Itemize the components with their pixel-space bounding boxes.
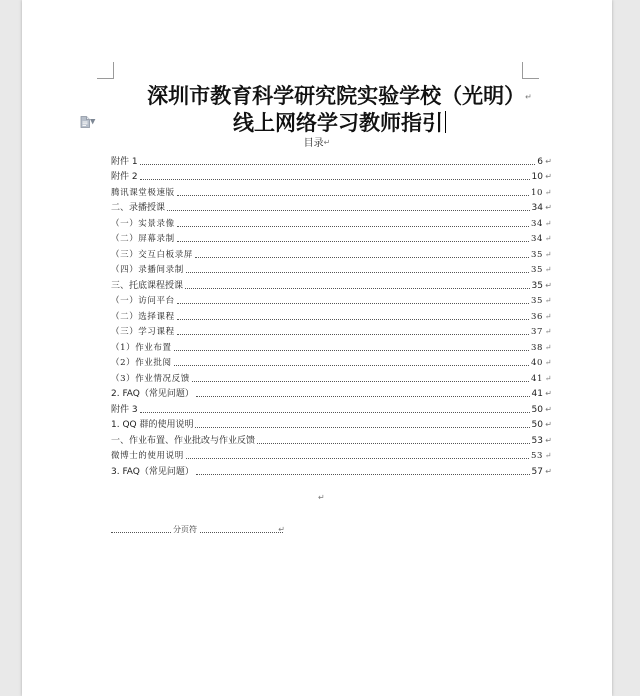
toc-entry-title: 1. QQ 群的使用说明 [111,420,194,430]
toc-entry[interactable] [111,337,552,353]
toc-entry-title: （1）作业布置 [111,342,172,353]
toc-entry[interactable] [111,461,552,477]
paragraph-mark: ↵ [544,187,552,197]
paragraph-mark: ↵ [544,249,552,259]
toc-leader-dots [185,287,530,289]
toc-entry-page: 53 [531,435,543,446]
paragraph-mark: ↵ [545,156,552,166]
toc-entry-title: 2. FAQ（常见问题） [111,389,194,399]
document-page [22,0,612,696]
toc-entry[interactable] [111,415,552,431]
toc-entry[interactable] [111,430,552,446]
paragraph-mark: ↵ [545,420,552,429]
toc-leader-dots [140,178,530,180]
document-title-line-2: 线上网络学习教师指引 [117,110,562,136]
toc-entry-page: 34 [531,203,543,213]
toc-entry-page: 53 [530,451,543,461]
toc-entry[interactable] [111,260,552,276]
paragraph-mark: ↵ [544,234,552,243]
toc-entry-title: （三）交互白板录屏 [111,249,193,260]
crop-mark-top-left [97,62,114,79]
toc-entry-title: （2）作业批阅 [111,358,172,368]
toc-leader-dots [167,209,530,211]
toc-entry-title: 附件 2 [111,172,138,182]
toc-leader-dots [186,271,529,273]
toc-entry-title: （四）录播间录制 [111,265,184,275]
toc-entry-page: 41 [531,389,543,399]
paragraph-mark: ↵ [545,404,552,414]
toc-entry[interactable] [111,322,552,338]
toc-entry-title: 3. FAQ（常见问题） [111,466,194,477]
toc-entry-title: 腾讯课堂极速版 [111,187,175,198]
crop-mark-top-right [522,62,539,79]
toc-entry-title: （三）学习课程 [111,327,175,337]
paragraph-mark: ↵ [545,172,552,181]
toc-entry-page: 38 [530,342,543,353]
toc-leader-dots [257,442,530,444]
toc-leader-dots [186,457,529,459]
toc-entry[interactable] [111,306,552,322]
toc-entry-page: 50 [531,404,543,415]
paragraph-mark: ↵ [544,342,552,352]
toc-entry-page: 6 [537,156,543,167]
paragraph-mark: ↵ [544,358,552,367]
toc-entry-title: （一）实景录像 [111,218,175,229]
toc-leader-dots [196,395,530,397]
toc-entry-title: （二）屏幕录制 [111,234,175,244]
paragraph-mark: ↵ [544,373,552,383]
toc-entry-title: 附件 1 [111,156,138,167]
toc-entry[interactable] [111,353,552,369]
chevron-down-icon: ▼ [90,117,96,126]
toc-entry-title: （3）作业情况反馈 [111,373,190,384]
toc-entry-title: 二、录播授课 [111,203,166,213]
toc-entry-page: 40 [530,358,543,368]
toc-entry[interactable] [111,198,552,214]
toc-entry-page: 10 [531,172,543,182]
toc-entry[interactable] [111,167,552,183]
toc-entry-page: 10 [530,187,543,198]
toc-leader-dots [196,473,530,475]
toc-leader-dots [177,225,529,227]
toc-leader-dots [140,163,536,165]
toc-entry-title: 一、作业布置、作业批改与作业反馈 [111,435,256,446]
toc-entry-page: 37 [530,327,543,337]
toc-entry-title: 微博士的使用说明 [111,451,184,461]
toc-entry-page: 35 [530,296,543,306]
toc-leader-dots [195,426,529,428]
document-title-line-1: 深圳市教育科学研究院实验学校（光明）↵ [147,83,532,108]
toc-entry-title: （一）访问平台 [111,296,175,306]
toc-entry[interactable] [111,244,552,260]
paragraph-mark: ↵ [545,389,552,398]
toc-entry-title: 附件 3 [111,404,138,415]
toc-entry-page: 34 [530,234,543,244]
toc-leader-dots [177,194,529,196]
text-cursor [445,111,446,133]
paragraph-mark: ↵ [544,218,552,228]
toc-heading: 目录↵ [303,138,331,149]
paragraph-mark: ↵ [545,466,552,476]
paragraph-mark: ↵ [544,327,552,336]
toc-leader-dots [177,318,529,320]
toc-leader-dots [140,411,530,413]
paragraph-mark: ↵ [544,311,552,321]
toc-entry-page: 35 [531,280,543,291]
paragraph-mark: ↵ [525,92,532,102]
toc-entry-page: 36 [530,311,543,322]
toc-entry-page: 41 [530,373,543,384]
paragraph-mark: ↵ [545,435,552,445]
page-break: 分页符 ↵ [111,524,283,536]
toc-entry-title: （二）选择课程 [111,311,175,322]
toc-entry-page: 35 [530,265,543,275]
toc-entry[interactable] [111,368,552,384]
toc-entry-page: 50 [531,420,543,430]
toc-entry-page: 57 [531,466,543,477]
paragraph-mark: ↵ [545,280,552,290]
toc-leader-dots [177,302,529,304]
toc-entry[interactable] [111,399,552,415]
toc-leader-dots [174,349,529,351]
paragraph-mark: ↵ [318,493,325,502]
paragraph-mark: ↵ [545,203,552,212]
toc-leader-dots [177,333,529,335]
toc-leader-dots [195,256,529,258]
paragraph-mark: ↵ [544,451,552,460]
toc-entry-title: 三、托底课程授课 [111,280,184,291]
toc-entry[interactable] [111,291,552,307]
toc-entry[interactable] [111,182,552,198]
toc-entry[interactable] [111,384,552,400]
toc-entry[interactable] [111,275,552,291]
toc-leader-dots [177,240,529,242]
toc-entry[interactable] [111,446,552,462]
toc-entry-page: 34 [530,218,543,229]
paragraph-mark: ↵ [544,265,552,274]
toc-leader-dots [174,364,529,366]
toc-entry[interactable] [111,229,552,245]
toc-entry-page: 35 [530,249,543,260]
toc-leader-dots [192,380,529,382]
document-icon[interactable] [80,114,96,128]
toc-entry[interactable] [111,213,552,229]
paragraph-mark: ↵ [544,296,552,305]
table-of-contents [111,151,552,477]
page-break-label: 分页符 [173,525,197,534]
toc-entry[interactable] [111,151,552,167]
